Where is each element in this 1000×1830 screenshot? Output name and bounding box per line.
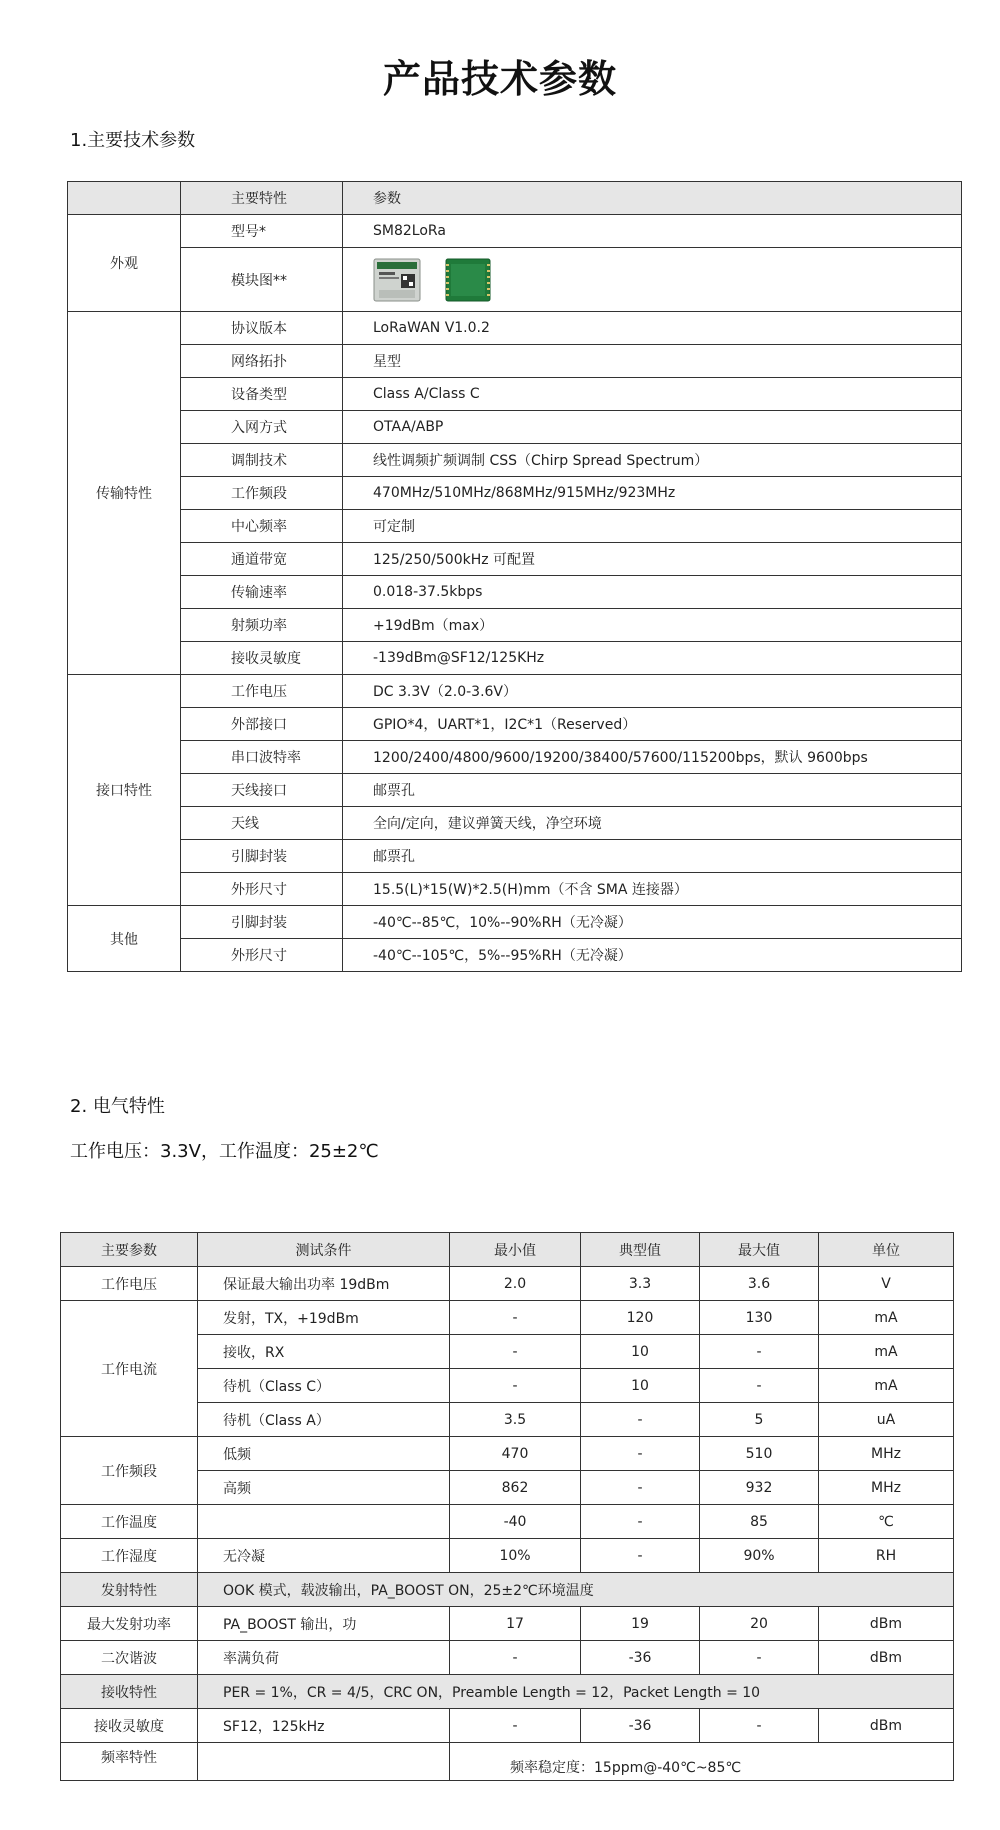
param-cell: 可定制: [343, 510, 962, 543]
param-cell: GPIO*4，UART*1，I2C*1（Reserved）: [343, 708, 962, 741]
table-row: [68, 576, 962, 609]
min-cell: -: [450, 1709, 581, 1743]
param-cell: -40℃--105℃，5%--95%RH（无冷凝）: [343, 939, 962, 972]
param-cell: 二次谐波: [61, 1641, 198, 1675]
unit-cell: dBm: [819, 1607, 954, 1641]
main-specs-table: [67, 181, 962, 972]
feature-cell: 天线接口: [181, 774, 343, 807]
table-row: [68, 215, 962, 248]
feature-cell: 通道带宽: [181, 543, 343, 576]
table-row: [68, 510, 962, 543]
condition-cell: 保证最大输出功率 19dBm: [198, 1267, 450, 1301]
note-cell: OOK 模式，载波输出，PA_BOOST ON，25±2℃环境温度: [198, 1573, 954, 1607]
feature-cell: 设备类型: [181, 378, 343, 411]
unit-cell: MHz: [819, 1471, 954, 1505]
table-row: [68, 345, 962, 378]
table-row: [68, 675, 962, 708]
unit-cell: mA: [819, 1335, 954, 1369]
param-cell: SM82LoRa: [343, 215, 962, 248]
max-cell: -: [700, 1369, 819, 1403]
param-cell: 最大发射功率: [61, 1607, 198, 1641]
table-row: [61, 1505, 954, 1539]
param-cell: 邮票孔: [343, 774, 962, 807]
table-row: [61, 1709, 954, 1743]
table-row: [68, 642, 962, 675]
min-cell: 470: [450, 1437, 581, 1471]
max-cell: -: [700, 1709, 819, 1743]
section-row: [61, 1675, 954, 1709]
param-cell: -139dBm@SF12/125KHz: [343, 642, 962, 675]
condition-cell: 发射，TX，+19dBm: [198, 1301, 450, 1335]
typ-cell: 10: [581, 1369, 700, 1403]
feature-cell: 传输速率: [181, 576, 343, 609]
max-cell: 85: [700, 1505, 819, 1539]
feature-cell: 工作频段: [181, 477, 343, 510]
typ-cell: 19: [581, 1607, 700, 1641]
note-cell: 频率稳定度：15ppm@-40℃~85℃: [450, 1743, 954, 1781]
feature-cell: 入网方式: [181, 411, 343, 444]
section1-heading: 1.主要技术参数: [70, 130, 196, 151]
param-cell: 工作频段: [61, 1437, 198, 1505]
param-cell: 接收灵敏度: [61, 1709, 198, 1743]
min-cell: -: [450, 1641, 581, 1675]
param-cell: 0.018-37.5kbps: [343, 576, 962, 609]
table-row: [68, 774, 962, 807]
condition-cell: PA_BOOST 输出，功: [198, 1607, 450, 1641]
table-row: [68, 873, 962, 906]
typ-cell: -: [581, 1403, 700, 1437]
min-cell: 862: [450, 1471, 581, 1505]
table-row: [61, 1743, 954, 1781]
min-cell: -: [450, 1335, 581, 1369]
unit-cell: mA: [819, 1369, 954, 1403]
typ-cell: -36: [581, 1709, 700, 1743]
param-cell: LoRaWAN V1.0.2: [343, 312, 962, 345]
max-cell: 5: [700, 1403, 819, 1437]
typ-cell: -: [581, 1437, 700, 1471]
param-cell: 工作电压: [61, 1267, 198, 1301]
typ-cell: -: [581, 1539, 700, 1573]
typ-cell: 10: [581, 1335, 700, 1369]
table-row: [68, 248, 962, 312]
max-cell: 130: [700, 1301, 819, 1335]
feature-cell: 外形尺寸: [181, 939, 343, 972]
unit-cell: mA: [819, 1301, 954, 1335]
feature-cell: 协议版本: [181, 312, 343, 345]
table-row: [68, 609, 962, 642]
table-row: [68, 444, 962, 477]
min-cell: -: [450, 1369, 581, 1403]
group-label: 接口特性: [68, 675, 181, 906]
param-cell: 发射特性: [61, 1573, 198, 1607]
typ-cell: 3.3: [581, 1267, 700, 1301]
table-row: [61, 1607, 954, 1641]
table-row: [68, 477, 962, 510]
module-top-image: [373, 258, 421, 302]
min-cell: 17: [450, 1607, 581, 1641]
header-cell: [68, 182, 181, 215]
param-cell: 全向/定向，建议弹簧天线，净空环境: [343, 807, 962, 840]
param-cell: OTAA/ABP: [343, 411, 962, 444]
min-cell: 10%: [450, 1539, 581, 1573]
feature-cell: 天线: [181, 807, 343, 840]
unit-cell: uA: [819, 1403, 954, 1437]
unit-cell: RH: [819, 1539, 954, 1573]
param-cell: +19dBm（max）: [343, 609, 962, 642]
condition-cell: 高频: [198, 1471, 450, 1505]
typ-cell: -: [581, 1471, 700, 1505]
table-row: [68, 312, 962, 345]
header-cell: 主要特性: [181, 182, 343, 215]
max-cell: 510: [700, 1437, 819, 1471]
typ-cell: -: [581, 1505, 700, 1539]
max-cell: 932: [700, 1471, 819, 1505]
min-cell: -: [450, 1301, 581, 1335]
param-cell: DC 3.3V（2.0-3.6V）: [343, 675, 962, 708]
feature-cell: 引脚封装: [181, 840, 343, 873]
header-cell: 典型值: [581, 1233, 700, 1267]
feature-cell: 型号*: [181, 215, 343, 248]
max-cell: 90%: [700, 1539, 819, 1573]
section2-heading: 2. 电气特性: [70, 1096, 165, 1117]
table-row: [68, 741, 962, 774]
feature-cell: 中心频率: [181, 510, 343, 543]
page-title: 产品技术参数: [382, 57, 617, 101]
param-cell: -40℃--85℃，10%--90%RH（无冷凝）: [343, 906, 962, 939]
module-image-cell: [343, 248, 962, 312]
unit-cell: MHz: [819, 1437, 954, 1471]
feature-cell: 模块图**: [181, 248, 343, 312]
table-row: [68, 378, 962, 411]
param-cell: Class A/Class C: [343, 378, 962, 411]
param-cell: 15.5(L)*15(W)*2.5(H)mm（不含 SMA 连接器）: [343, 873, 962, 906]
header-cell: 参数: [343, 182, 962, 215]
table-row: [68, 708, 962, 741]
min-cell: -40: [450, 1505, 581, 1539]
condition-cell: 待机（Class A）: [198, 1403, 450, 1437]
param-cell: 工作温度: [61, 1505, 198, 1539]
header-cell: 最小值: [450, 1233, 581, 1267]
min-cell: 2.0: [450, 1267, 581, 1301]
section-row: [61, 1573, 954, 1607]
table-row: [61, 1539, 954, 1573]
max-cell: -: [700, 1641, 819, 1675]
param-cell: 线性调频扩频调制 CSS（Chirp Spread Spectrum）: [343, 444, 962, 477]
table-row: [68, 939, 962, 972]
max-cell: 3.6: [700, 1267, 819, 1301]
condition-cell: 无冷凝: [198, 1539, 450, 1573]
unit-cell: dBm: [819, 1641, 954, 1675]
max-cell: -: [700, 1335, 819, 1369]
table-row: [61, 1437, 954, 1471]
feature-cell: 外部接口: [181, 708, 343, 741]
table-row: [68, 543, 962, 576]
param-cell: 工作电流: [61, 1301, 198, 1437]
table-row: [61, 1267, 954, 1301]
param-cell: 频率特性: [61, 1743, 198, 1781]
typ-cell: 120: [581, 1301, 700, 1335]
header-cell: 主要参数: [61, 1233, 198, 1267]
table-row: [61, 1301, 954, 1335]
condition-cell: SF12，125kHz: [198, 1709, 450, 1743]
unit-cell: V: [819, 1267, 954, 1301]
feature-cell: 外形尺寸: [181, 873, 343, 906]
table-row: [68, 411, 962, 444]
group-label: 其他: [68, 906, 181, 972]
param-cell: 邮票孔: [343, 840, 962, 873]
table-row: [68, 906, 962, 939]
unit-cell: ℃: [819, 1505, 954, 1539]
feature-cell: 工作电压: [181, 675, 343, 708]
max-cell: 20: [700, 1607, 819, 1641]
param-cell: 工作湿度: [61, 1539, 198, 1573]
condition-cell: [198, 1743, 450, 1781]
group-label: 传输特性: [68, 312, 181, 675]
table-row: [61, 1641, 954, 1675]
min-cell: 3.5: [450, 1403, 581, 1437]
feature-cell: 网络拓扑: [181, 345, 343, 378]
param-cell: 1200/2400/4800/9600/19200/38400/57600/115200bps，默认 9600bps: [343, 741, 962, 774]
condition-cell: 待机（Class C）: [198, 1369, 450, 1403]
note-cell: PER = 1%，CR = 4/5，CRC ON，Preamble Length = 12，Packet Length = 10: [198, 1675, 954, 1709]
table-header-row: [68, 182, 962, 215]
feature-cell: 接收灵敏度: [181, 642, 343, 675]
feature-cell: 串口波特率: [181, 741, 343, 774]
header-cell: 单位: [819, 1233, 954, 1267]
param-cell: 接收特性: [61, 1675, 198, 1709]
header-cell: 最大值: [700, 1233, 819, 1267]
feature-cell: 射频功率: [181, 609, 343, 642]
condition-cell: 低频: [198, 1437, 450, 1471]
unit-cell: dBm: [819, 1709, 954, 1743]
header-cell: 测试条件: [198, 1233, 450, 1267]
module-bottom-image: [445, 258, 491, 302]
condition-cell: [198, 1505, 450, 1539]
group-label: 外观: [68, 215, 181, 312]
table-row: [68, 807, 962, 840]
param-cell: 125/250/500kHz 可配置: [343, 543, 962, 576]
feature-cell: 调制技术: [181, 444, 343, 477]
typ-cell: -36: [581, 1641, 700, 1675]
table-row: [68, 840, 962, 873]
test-condition-line: 工作电压：3.3V，工作温度：25±2℃: [70, 1141, 379, 1162]
condition-cell: 接收，RX: [198, 1335, 450, 1369]
param-cell: 星型: [343, 345, 962, 378]
feature-cell: 引脚封装: [181, 906, 343, 939]
param-cell: 470MHz/510MHz/868MHz/915MHz/923MHz: [343, 477, 962, 510]
condition-cell: 率满负荷: [198, 1641, 450, 1675]
table-header-row: [61, 1233, 954, 1267]
electrical-table: [60, 1232, 954, 1781]
